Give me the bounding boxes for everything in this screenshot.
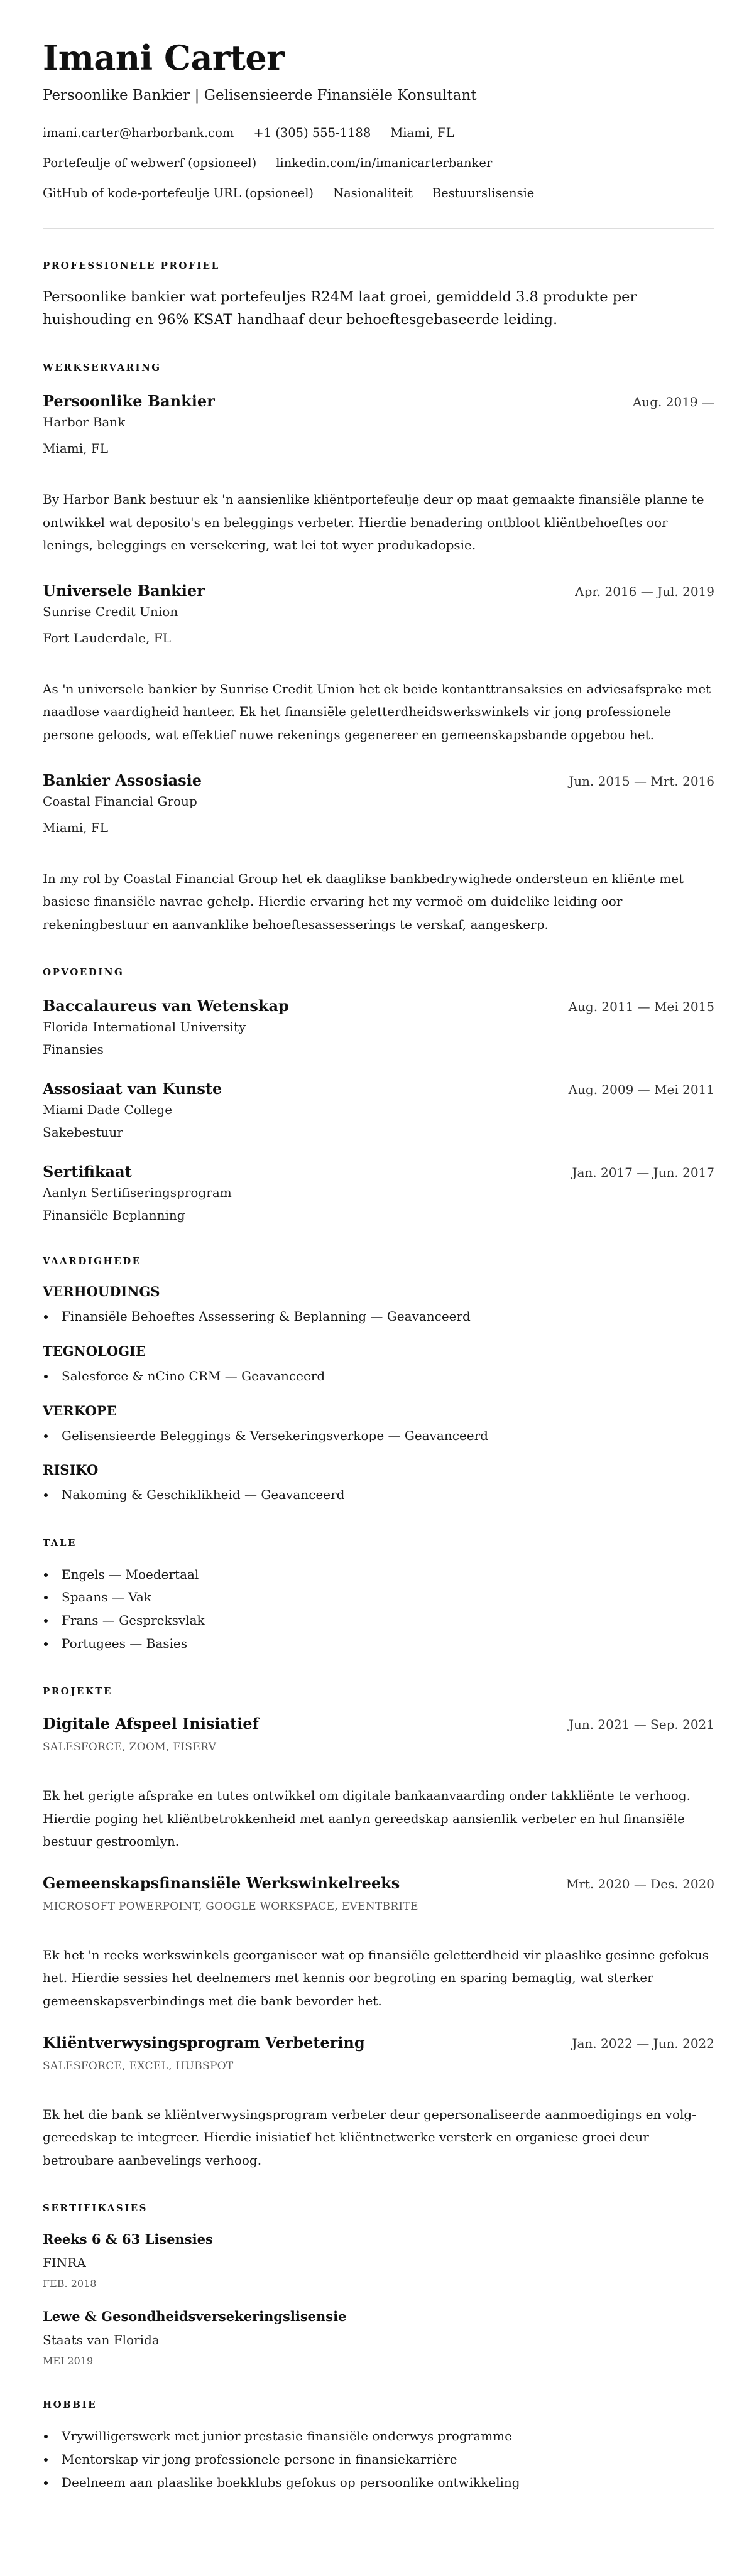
section-heading: WERKSERVARING: [43, 362, 161, 373]
project-entry: [43, 1713, 714, 1853]
resume-header: [43, 38, 714, 203]
project-entry: [43, 2032, 714, 2172]
candidate-headline: Persoonlike Bankier | Gelisensieerde Finansiële Konsultant: [43, 87, 477, 104]
entry-header: [43, 1713, 714, 1735]
education-entry: [43, 1161, 714, 1225]
field-of-study: Finansiële Beplanning: [43, 1208, 185, 1223]
job-location: Miami, FL: [43, 441, 109, 456]
hobby-item: Mentorskap vir jong professionele persone in finansiekarrière: [43, 2448, 714, 2471]
contact-link[interactable]: Portefeulje of webwerf (opsioneel): [43, 156, 257, 170]
field-of-study: Finansies: [43, 1042, 104, 1058]
language-item: Portugees — Basies: [43, 1632, 714, 1655]
skill-category: TEGNOLOGIE: [43, 1343, 146, 1359]
skill-category: RISIKO: [43, 1462, 99, 1478]
job-location: Miami, FL: [43, 820, 109, 835]
job-description: As 'n universele bankier by Sunrise Credit Union het ek beide kontanttransaksies en adviesafsprake met naadlose vaardigheid hanteer. Ek het finansiële geletterdheidswerkswinkels vir jong professionele persone geloods, wat effektief nuwe rekenings gegenereer en gemeenskapsbande opgebou het.: [43, 681, 711, 742]
contact-link[interactable]: Miami, FL: [390, 126, 454, 140]
entry-header: [43, 995, 714, 1017]
project-tech-stack: MICROSOFT POWERPOINT, GOOGLE WORKSPACE, EVENTBRITE: [43, 1900, 418, 1913]
contact-link[interactable]: +1 (305) 555-1188: [253, 126, 371, 140]
job-description: By Harbor Bank bestuur ek 'n aansienlike kliëntportefeulje deur op maat gemaakte finansiële planne te ontwikkel wat deposito's en beleggings verbeter. Hierdie benadering ontbloot kliëntbehoeftes oor lenings, beleggings en versekering, wat lei tot wyer produkadopsie.: [43, 492, 704, 553]
skill-group: [43, 1342, 714, 1388]
education-dates: Aug. 2011 — Mei 2015: [568, 999, 714, 1015]
job-dates: Aug. 2019 —: [632, 394, 714, 409]
company-name: Coastal Financial Group: [43, 793, 197, 809]
skill-list: [43, 1483, 714, 1507]
certification-issuer: FINRA: [43, 2255, 86, 2271]
job-dates: Jun. 2015 — Mrt. 2016: [569, 773, 714, 789]
skill-item: Salesforce & nCino CRM — Geavanceerd: [43, 1365, 714, 1388]
field-of-study: Sakebestuur: [43, 1125, 123, 1140]
skill-item: Nakoming & Geschiklikheid — Geavanceerd: [43, 1483, 714, 1507]
language-item: Engels — Moedertaal: [43, 1563, 714, 1586]
entry-header: [43, 390, 714, 413]
entry-header: [43, 1078, 714, 1100]
section-heading: SERTIFIKASIES: [43, 2202, 148, 2214]
job-title: Bankier Assosiasie: [43, 771, 202, 789]
project-tech-stack: SALESFORCE, ZOOM, FISERV: [43, 1741, 217, 1754]
header-divider: [43, 228, 714, 229]
entry-header: [43, 580, 714, 602]
skill-list: [43, 1365, 714, 1388]
section-heading: PROJEKTE: [43, 1686, 112, 1697]
section-heading: OPVOEDING: [43, 966, 124, 978]
project-tech-stack: SALESFORCE, EXCEL, HUBSPOT: [43, 2059, 234, 2072]
contact-row: [43, 184, 714, 203]
certification-title: Lewe & Gesondheidsversekeringslisensie: [43, 2308, 347, 2325]
project-title: Digitale Afspeel Inisiatief: [43, 1714, 259, 1733]
project-description: Ek het die bank se kliëntverwysingsprogram verbeter deur gepersonaliseerde aanmoedigings en volg-gereedskap te integreer. Hierdie inisiatief het kliëntnetwerke versterk en organiese groei deur betroubare aanbevelings verhoog.: [43, 2106, 696, 2168]
education-entry: [43, 1078, 714, 1142]
skill-group: [43, 1461, 714, 1507]
skill-list: [43, 1424, 714, 1448]
project-dates: Mrt. 2020 — Des. 2020: [566, 1876, 714, 1891]
profile-section: [43, 259, 714, 331]
experience-entry: [43, 390, 714, 557]
entry-header: [43, 1872, 714, 1895]
hobby-list: [43, 2425, 714, 2494]
section-heading: VAARDIGHEDE: [43, 1255, 141, 1267]
candidate-name: Imani Carter: [43, 38, 285, 78]
certification-date: FEB. 2018: [43, 2278, 97, 2290]
certification-issuer: Staats van Florida: [43, 2332, 160, 2348]
languages-section: [43, 1537, 714, 1655]
project-dates: Jan. 2022 — Jun. 2022: [572, 2035, 714, 2051]
skill-item: Gelisensieerde Beleggings & Versekeringsverkope — Geavanceerd: [43, 1424, 714, 1448]
degree-title: Baccalaureus van Wetenskap: [43, 997, 289, 1015]
contact-info: [43, 124, 714, 203]
certifications-section: [43, 2202, 714, 2368]
contact-row: [43, 154, 714, 173]
certification-entry: [43, 2230, 714, 2291]
skills-section: [43, 1255, 714, 1506]
hobbies-section: [43, 2398, 714, 2494]
institution-name: Florida International University: [43, 1019, 246, 1035]
profile-summary: Persoonlike bankier wat portefeuljes R24M laat groei, gemiddeld 3.8 produkte per huishouding en 96% KSAT handhaaf deur behoeftesgebaseerde leiding.: [43, 289, 637, 328]
language-list: [43, 1563, 714, 1655]
education-dates: Aug. 2009 — Mei 2011: [568, 1082, 714, 1098]
language-item: Spaans — Vak: [43, 1586, 714, 1609]
entry-header: [43, 2032, 714, 2054]
contact-link[interactable]: imani.carter@harborbank.com: [43, 126, 234, 140]
job-description: In my rol by Coastal Financial Group het ek daaglikse bankbedrywighede ondersteun en kliënte met basiese finansiële navrae gehelp. Hierdie ervaring het my vermoë om duidelike leiding oor rekeningbestuur en aanvanklike behoeftesassesserings te verskaf, aangeskerp.: [43, 870, 684, 932]
hobby-item: Vrywilligerswerk met junior prestasie finansiële onderwys programme: [43, 2425, 714, 2448]
section-heading: HOBBIE: [43, 2399, 97, 2411]
institution-name: Miami Dade College: [43, 1102, 173, 1118]
contact-link[interactable]: Nasionaliteit: [333, 186, 413, 200]
section-heading: PROFESSIONELE PROFIEL: [43, 260, 220, 271]
entry-header: [43, 1161, 714, 1183]
projects-section: [43, 1685, 714, 2172]
hobby-item: Deelneem aan plaaslike boekklubs gefokus op persoonlike ontwikkeling: [43, 2471, 714, 2494]
degree-title: Assosiaat van Kunste: [43, 1080, 222, 1098]
education-entry: [43, 995, 714, 1059]
certification-title: Reeks 6 & 63 Lisensies: [43, 2231, 213, 2248]
contact-link[interactable]: GitHub of kode-portefeulje URL (opsioneel): [43, 186, 314, 200]
experience-entry: [43, 769, 714, 936]
job-location: Fort Lauderdale, FL: [43, 630, 171, 646]
skill-item: Finansiële Behoeftes Assessering & Beplanning — Geavanceerd: [43, 1305, 714, 1328]
section-heading: TALE: [43, 1537, 77, 1549]
skill-list: [43, 1305, 714, 1328]
skill-category: VERHOUDINGS: [43, 1284, 160, 1300]
contact-link[interactable]: Bestuurslisensie: [432, 186, 535, 200]
job-dates: Apr. 2016 — Jul. 2019: [575, 583, 714, 599]
project-entry: [43, 1872, 714, 2013]
project-dates: Jun. 2021 — Sep. 2021: [568, 1717, 714, 1733]
project-title: Gemeenskapsfinansiële Werkswinkelreeks: [43, 1873, 400, 1892]
language-item: Frans — Gespreksvlak: [43, 1609, 714, 1632]
job-title: Universele Bankier: [43, 581, 205, 600]
certification-entry: [43, 2307, 714, 2368]
entry-header: [43, 769, 714, 792]
skill-category: VERKOPE: [43, 1402, 117, 1419]
contact-row: [43, 124, 714, 143]
project-description: Ek het gerigte afsprake en tutes ontwikkel om digitale bankaanvaarding onder takkliënte te verhoog. Hierdie poging het kliëntbetrokkenheid met aanlyn gereedskap aansienlik verbeter en hul finansiële bestuur gestroomlyn.: [43, 1788, 691, 1849]
job-title: Persoonlike Bankier: [43, 392, 215, 410]
project-description: Ek het 'n reeks werkswinkels georganiseer wat op finansiële geletterdheid vir plaaslike gesinne gefokus het. Hierdie sessies het deelnemers met kennis oor begroting en sparing bemagtig, wat sterker gemeenskapsverbindings met die bank bevorder het.: [43, 1947, 709, 2009]
education-dates: Jan. 2017 — Jun. 2017: [572, 1165, 714, 1181]
company-name: Harbor Bank: [43, 414, 126, 430]
skill-group: [43, 1282, 714, 1328]
experience-section: [43, 361, 714, 936]
certification-date: MEI 2019: [43, 2355, 94, 2368]
contact-link[interactable]: linkedin.com/in/imanicarterbanker: [276, 156, 493, 170]
skill-group: [43, 1402, 714, 1448]
project-title: Kliëntverwysingsprogram Verbetering: [43, 2033, 365, 2052]
education-section: [43, 966, 714, 1225]
experience-entry: [43, 580, 714, 747]
institution-name: Aanlyn Sertifiseringsprogram: [43, 1185, 232, 1201]
degree-title: Sertifikaat: [43, 1162, 132, 1181]
company-name: Sunrise Credit Union: [43, 603, 178, 619]
